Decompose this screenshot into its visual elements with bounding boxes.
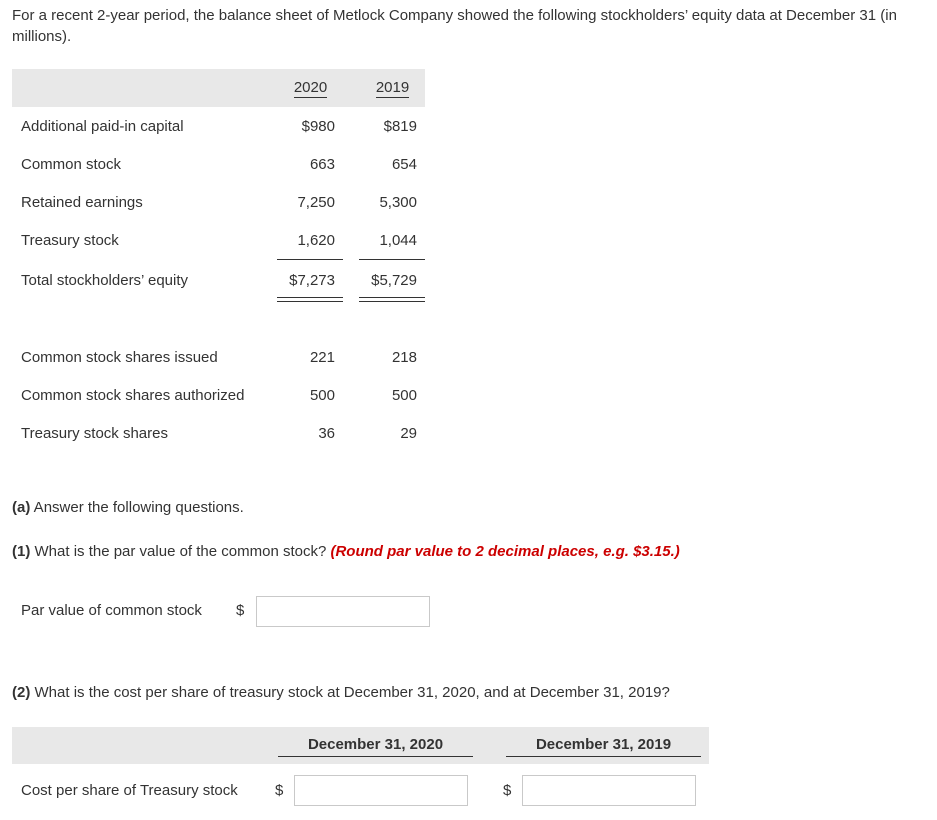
subtotal-line-2020 <box>277 259 343 260</box>
problem-intro: For a recent 2-year period, the balance sheet of Metlock Company showed the following stockholders’ equity data at December 31 (in millions). <box>12 7 897 45</box>
value-common-stock-2020: 663 <box>309 156 335 173</box>
treasury-cost-2019-input[interactable] <box>522 775 696 806</box>
value-total-equity-2019: $5,729 <box>371 272 417 289</box>
value-retained-earnings-2020: 7,250 <box>297 194 335 211</box>
value-apic-2020: $980 <box>301 118 335 135</box>
row-label-shares-authorized: Common stock shares authorized <box>21 387 245 404</box>
date-header-2020: December 31, 2020 <box>307 736 444 753</box>
part-a-heading <box>12 498 244 518</box>
value-retained-earnings-2019: 5,300 <box>379 194 417 211</box>
total-double-line-2019 <box>359 297 425 302</box>
question-1 <box>12 542 680 562</box>
row-label-retained-earnings: Retained earnings <box>21 194 143 211</box>
question-2 <box>12 683 670 703</box>
treasury-cost-currency-2019: $ <box>503 782 512 799</box>
treasury-cost-label: Cost per share of Treasury stock <box>21 782 238 799</box>
row-label-shares-issued: Common stock shares issued <box>21 349 218 366</box>
value-shares-authorized-2019: 500 <box>391 387 417 404</box>
value-treasury-shares-2019: 29 <box>400 425 417 442</box>
par-value-input[interactable] <box>256 596 430 627</box>
value-shares-issued-2019: 218 <box>391 349 417 366</box>
date-underline-2020 <box>278 756 473 757</box>
q1-hint: (Round par value to 2 decimal places, e.g. $3.15.) <box>330 543 680 560</box>
date-header-2019: December 31, 2019 <box>535 736 672 753</box>
value-shares-authorized-2020: 500 <box>309 387 335 404</box>
par-value-label: Par value of common stock <box>21 602 202 619</box>
part-a-text: Answer the following questions. <box>30 499 244 516</box>
row-label-common-stock: Common stock <box>21 156 122 173</box>
value-treasury-stock-2020: 1,620 <box>297 232 335 249</box>
year-2019-label: 2019 <box>375 79 410 96</box>
value-total-equity-2020: $7,273 <box>289 272 335 289</box>
part-a-prefix: (a) <box>12 499 31 516</box>
date-underline-2019 <box>506 756 701 757</box>
year-header-2019 <box>360 78 425 98</box>
value-apic-2019: $819 <box>383 118 417 135</box>
q1-text: What is the par value of the common stock? <box>30 543 331 560</box>
subtotal-line-2019 <box>359 259 425 260</box>
value-treasury-stock-2019: 1,044 <box>379 232 417 249</box>
par-value-currency: $ <box>236 602 245 619</box>
value-common-stock-2019: 654 <box>391 156 417 173</box>
q2-prefix: (2) <box>12 684 31 701</box>
row-label-treasury-shares: Treasury stock shares <box>21 425 168 442</box>
row-label-apic: Additional paid-in capital <box>21 118 184 135</box>
treasury-cost-2020-input[interactable] <box>294 775 468 806</box>
value-shares-issued-2020: 221 <box>309 349 335 366</box>
year-header-2020 <box>278 78 343 98</box>
year-2020-label: 2020 <box>293 79 328 96</box>
treasury-cost-currency-2020: $ <box>275 782 284 799</box>
q2-text: What is the cost per share of treasury stock at December 31, 2020, and at December 31, 2019? <box>30 684 670 701</box>
total-double-line-2020 <box>277 297 343 302</box>
value-treasury-shares-2020: 36 <box>318 425 335 442</box>
row-label-treasury-stock: Treasury stock <box>21 232 119 249</box>
row-label-total-equity: Total stockholders’ equity <box>21 272 189 289</box>
q1-prefix: (1) <box>12 543 31 560</box>
